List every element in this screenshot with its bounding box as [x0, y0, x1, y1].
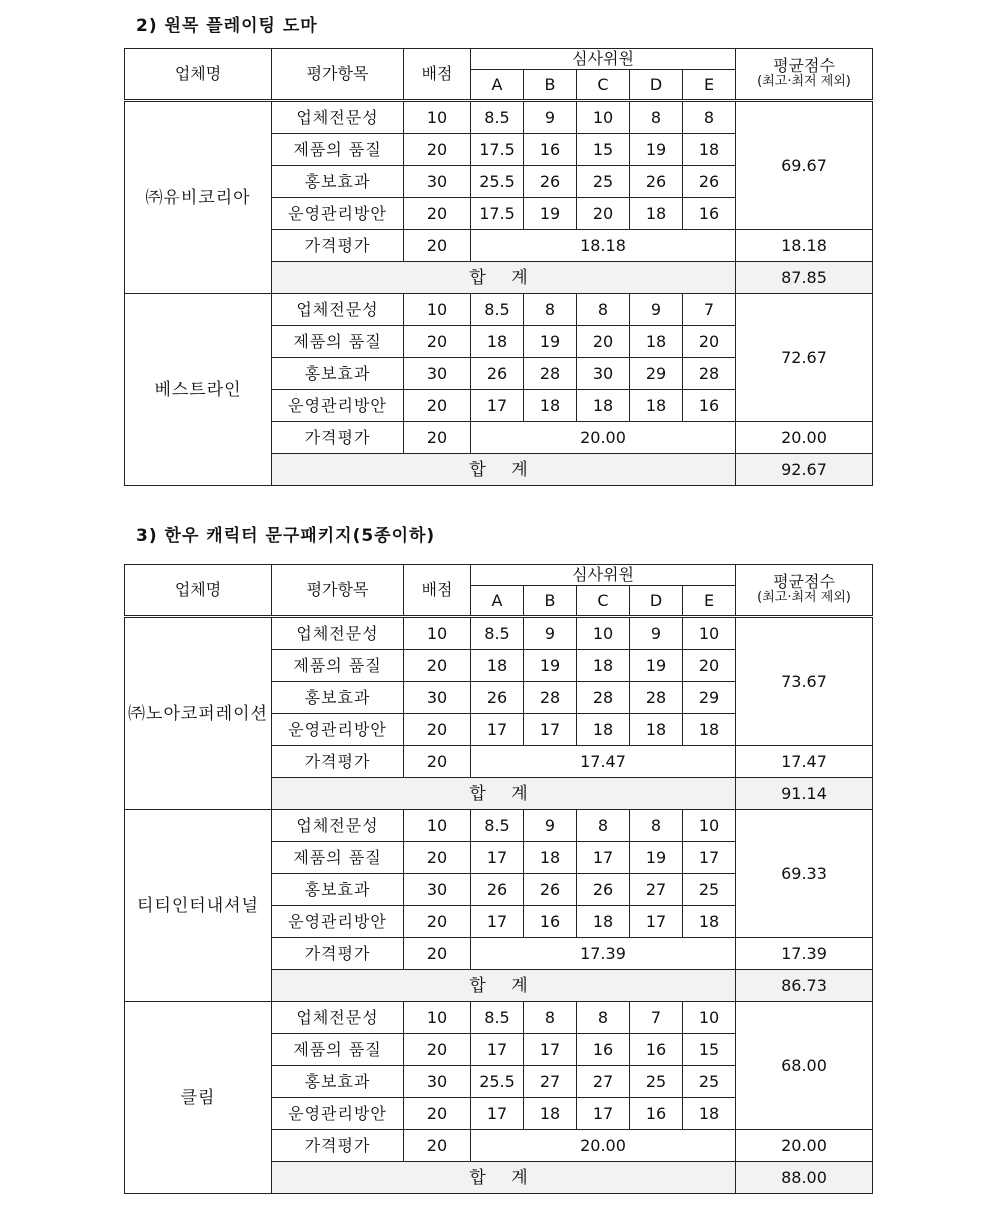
- item-points: 10: [404, 101, 471, 134]
- judge-score: 29: [630, 358, 683, 390]
- price-points: 20: [404, 230, 471, 262]
- table-row: [125, 810, 873, 842]
- price-average: 20.00: [736, 1130, 873, 1162]
- item-points: 20: [404, 842, 471, 874]
- header-judge-letter: D: [630, 70, 683, 101]
- evaluation-item: 업체전문성: [272, 1002, 404, 1034]
- price-points: 20: [404, 938, 471, 970]
- evaluation-item: 운영관리방안: [272, 714, 404, 746]
- vendor-name: 클림: [125, 1002, 272, 1194]
- judge-score: 8: [683, 101, 736, 134]
- judge-score: 8.5: [471, 617, 524, 650]
- judge-score: 28: [524, 682, 577, 714]
- judge-score: 17: [524, 714, 577, 746]
- item-points: 30: [404, 1066, 471, 1098]
- judge-score: 9: [630, 617, 683, 650]
- item-points: 20: [404, 326, 471, 358]
- evaluation-item: 홍보효과: [272, 682, 404, 714]
- judge-score: 17.5: [471, 198, 524, 230]
- judge-score: 25.5: [471, 166, 524, 198]
- judge-score: 25: [683, 874, 736, 906]
- judge-score: 8: [524, 294, 577, 326]
- total-value: 88.00: [736, 1162, 873, 1194]
- judge-score: 25: [630, 1066, 683, 1098]
- judge-score: 26: [524, 874, 577, 906]
- evaluation-item: 홍보효과: [272, 874, 404, 906]
- header-judge-letter: A: [471, 70, 524, 101]
- item-points: 20: [404, 198, 471, 230]
- judge-score: 20: [683, 326, 736, 358]
- judge-score: 8: [630, 810, 683, 842]
- item-points: 20: [404, 1098, 471, 1130]
- judge-score: 10: [577, 617, 630, 650]
- price-item: 가격평가: [272, 938, 404, 970]
- judge-score: 17: [471, 714, 524, 746]
- price-average: 18.18: [736, 230, 873, 262]
- judge-score: 7: [630, 1002, 683, 1034]
- evaluation-item: 제품의 품질: [272, 650, 404, 682]
- item-points: 30: [404, 682, 471, 714]
- price-score: 18.18: [471, 230, 736, 262]
- judge-score: 25.5: [471, 1066, 524, 1098]
- total-label: 합 계: [272, 1162, 736, 1194]
- price-average: 17.47: [736, 746, 873, 778]
- judge-score: 16: [524, 134, 577, 166]
- header-average: [736, 565, 873, 617]
- judge-score: 18: [577, 714, 630, 746]
- item-points: 20: [404, 714, 471, 746]
- judge-score: 9: [524, 617, 577, 650]
- average-score: 69.67: [736, 101, 873, 230]
- judge-score: 17: [683, 842, 736, 874]
- judge-score: 17: [471, 390, 524, 422]
- judge-score: 18: [630, 390, 683, 422]
- price-points: 20: [404, 746, 471, 778]
- judge-score: 25: [683, 1066, 736, 1098]
- judge-score: 19: [524, 326, 577, 358]
- total-label: 합 계: [272, 778, 736, 810]
- header-average: [736, 49, 873, 101]
- item-points: 30: [404, 874, 471, 906]
- judge-score: 8: [577, 810, 630, 842]
- price-item: 가격평가: [272, 422, 404, 454]
- judge-score: 20: [683, 650, 736, 682]
- judge-score: 19: [524, 198, 577, 230]
- price-average: 20.00: [736, 422, 873, 454]
- judge-score: 26: [471, 682, 524, 714]
- judge-score: 28: [683, 358, 736, 390]
- judge-score: 10: [683, 617, 736, 650]
- average-score: 68.00: [736, 1002, 873, 1130]
- price-average: 17.39: [736, 938, 873, 970]
- item-points: 20: [404, 650, 471, 682]
- judge-score: 18: [630, 714, 683, 746]
- item-points: 20: [404, 906, 471, 938]
- judge-score: 29: [683, 682, 736, 714]
- judge-score: 15: [683, 1034, 736, 1066]
- vendor-name: 티티인터내셔널: [125, 810, 272, 1002]
- judge-score: 30: [577, 358, 630, 390]
- evaluation-item: 홍보효과: [272, 1066, 404, 1098]
- item-points: 10: [404, 617, 471, 650]
- evaluation-item: 제품의 품질: [272, 1034, 404, 1066]
- judge-score: 18: [471, 326, 524, 358]
- judge-score: 16: [630, 1034, 683, 1066]
- header-judge-letter: E: [683, 70, 736, 101]
- judge-score: 17.5: [471, 134, 524, 166]
- judge-score: 8.5: [471, 810, 524, 842]
- judge-score: 27: [630, 874, 683, 906]
- price-score: 17.47: [471, 746, 736, 778]
- header-judge-letter: A: [471, 586, 524, 617]
- header-judge-letter: C: [577, 70, 630, 101]
- judge-score: 16: [524, 906, 577, 938]
- judge-score: 20: [577, 326, 630, 358]
- judge-score: 16: [630, 1098, 683, 1130]
- judge-score: 8.5: [471, 101, 524, 134]
- total-value: 91.14: [736, 778, 873, 810]
- section-title: 3) 한우 캐릭터 문구패키지(5종이하): [136, 526, 436, 546]
- judge-score: 9: [524, 101, 577, 134]
- table-row: [125, 1002, 873, 1034]
- item-points: 20: [404, 134, 471, 166]
- price-score: 17.39: [471, 938, 736, 970]
- judge-score: 16: [577, 1034, 630, 1066]
- judge-score: 17: [577, 842, 630, 874]
- price-item: 가격평가: [272, 746, 404, 778]
- judge-score: 8: [577, 294, 630, 326]
- judge-score: 19: [630, 134, 683, 166]
- judge-score: 10: [683, 810, 736, 842]
- price-points: 20: [404, 422, 471, 454]
- judge-score: 8: [630, 101, 683, 134]
- evaluation-item: 홍보효과: [272, 358, 404, 390]
- evaluation-item: 운영관리방안: [272, 1098, 404, 1130]
- total-label: 합 계: [272, 970, 736, 1002]
- judge-score: 27: [577, 1066, 630, 1098]
- judge-score: 8: [577, 1002, 630, 1034]
- total-label: 합 계: [272, 454, 736, 486]
- judge-score: 10: [683, 1002, 736, 1034]
- evaluation-table: [124, 564, 873, 1194]
- judge-score: 17: [630, 906, 683, 938]
- judge-score: 18: [683, 714, 736, 746]
- judge-score: 18: [683, 134, 736, 166]
- judge-score: 18: [471, 650, 524, 682]
- header-judge-letter: B: [524, 70, 577, 101]
- judge-score: 26: [471, 874, 524, 906]
- judge-score: 18: [577, 650, 630, 682]
- vendor-name: ㈜노아코퍼레이션: [125, 617, 272, 810]
- header-judge-letter: B: [524, 586, 577, 617]
- table-row: [125, 617, 873, 650]
- judge-score: 27: [524, 1066, 577, 1098]
- judge-score: 17: [577, 1098, 630, 1130]
- price-score: 20.00: [471, 1130, 736, 1162]
- judge-score: 8.5: [471, 1002, 524, 1034]
- header-judge-letter: E: [683, 586, 736, 617]
- average-score: 72.67: [736, 294, 873, 422]
- judge-score: 17: [471, 1098, 524, 1130]
- judge-score: 16: [683, 198, 736, 230]
- header-judge-letter: C: [577, 586, 630, 617]
- judge-score: 26: [683, 166, 736, 198]
- evaluation-item: 제품의 품질: [272, 326, 404, 358]
- price-item: 가격평가: [272, 230, 404, 262]
- judge-score: 9: [630, 294, 683, 326]
- item-points: 30: [404, 358, 471, 390]
- total-value: 86.73: [736, 970, 873, 1002]
- header-average-label: 평균점수: [773, 572, 835, 591]
- judge-score: 8.5: [471, 294, 524, 326]
- header-item: 평가항목: [272, 565, 404, 617]
- judge-score: 28: [630, 682, 683, 714]
- item-points: 10: [404, 294, 471, 326]
- judge-score: 9: [524, 810, 577, 842]
- item-points: 10: [404, 810, 471, 842]
- evaluation-item: 업체전문성: [272, 101, 404, 134]
- vendor-name: ㈜유비코리아: [125, 101, 272, 294]
- evaluation-item: 업체전문성: [272, 617, 404, 650]
- total-value: 92.67: [736, 454, 873, 486]
- header-vendor: 업체명: [125, 565, 272, 617]
- judge-score: 28: [524, 358, 577, 390]
- item-points: 30: [404, 166, 471, 198]
- judge-score: 26: [524, 166, 577, 198]
- total-label: 합 계: [272, 262, 736, 294]
- judge-score: 17: [524, 1034, 577, 1066]
- judge-score: 19: [524, 650, 577, 682]
- header-average-note: (최고·최저 제외): [757, 74, 851, 89]
- judge-score: 28: [577, 682, 630, 714]
- judge-score: 18: [524, 842, 577, 874]
- judge-score: 8: [524, 1002, 577, 1034]
- header-average-note: (최고·최저 제외): [757, 590, 851, 605]
- judge-score: 18: [630, 326, 683, 358]
- header-judges: 심사위원: [471, 49, 736, 70]
- judge-score: 7: [683, 294, 736, 326]
- judge-score: 25: [577, 166, 630, 198]
- judge-score: 17: [471, 1034, 524, 1066]
- item-points: 20: [404, 390, 471, 422]
- header-points: 배점: [404, 565, 471, 617]
- judge-score: 15: [577, 134, 630, 166]
- header-judge-letter: D: [630, 586, 683, 617]
- judge-score: 26: [577, 874, 630, 906]
- judge-score: 17: [471, 842, 524, 874]
- evaluation-item: 홍보효과: [272, 166, 404, 198]
- evaluation-item: 업체전문성: [272, 294, 404, 326]
- judge-score: 18: [630, 198, 683, 230]
- evaluation-table: [124, 48, 873, 486]
- header-judges: 심사위원: [471, 565, 736, 586]
- price-score: 20.00: [471, 422, 736, 454]
- evaluation-item: 업체전문성: [272, 810, 404, 842]
- header-points: 배점: [404, 49, 471, 101]
- judge-score: 18: [683, 1098, 736, 1130]
- judge-score: 18: [683, 906, 736, 938]
- evaluation-item: 운영관리방안: [272, 390, 404, 422]
- average-score: 73.67: [736, 617, 873, 746]
- header-item: 평가항목: [272, 49, 404, 101]
- evaluation-item: 제품의 품질: [272, 842, 404, 874]
- judge-score: 20: [577, 198, 630, 230]
- judge-score: 17: [471, 906, 524, 938]
- judge-score: 18: [524, 390, 577, 422]
- price-points: 20: [404, 1130, 471, 1162]
- judge-score: 10: [577, 101, 630, 134]
- evaluation-item: 운영관리방안: [272, 906, 404, 938]
- total-value: 87.85: [736, 262, 873, 294]
- average-score: 69.33: [736, 810, 873, 938]
- evaluation-item: 운영관리방안: [272, 198, 404, 230]
- item-points: 20: [404, 1034, 471, 1066]
- table-row: [125, 101, 873, 134]
- table-row: [125, 294, 873, 326]
- item-points: 10: [404, 1002, 471, 1034]
- judge-score: 26: [630, 166, 683, 198]
- judge-score: 26: [471, 358, 524, 390]
- judge-score: 18: [577, 906, 630, 938]
- judge-score: 19: [630, 842, 683, 874]
- header-average-label: 평균점수: [773, 56, 835, 75]
- header-vendor: 업체명: [125, 49, 272, 101]
- price-item: 가격평가: [272, 1130, 404, 1162]
- vendor-name: 베스트라인: [125, 294, 272, 486]
- judge-score: 18: [577, 390, 630, 422]
- judge-score: 19: [630, 650, 683, 682]
- judge-score: 18: [524, 1098, 577, 1130]
- judge-score: 16: [683, 390, 736, 422]
- section-title: 2) 원목 플레이팅 도마: [136, 16, 318, 36]
- evaluation-item: 제품의 품질: [272, 134, 404, 166]
